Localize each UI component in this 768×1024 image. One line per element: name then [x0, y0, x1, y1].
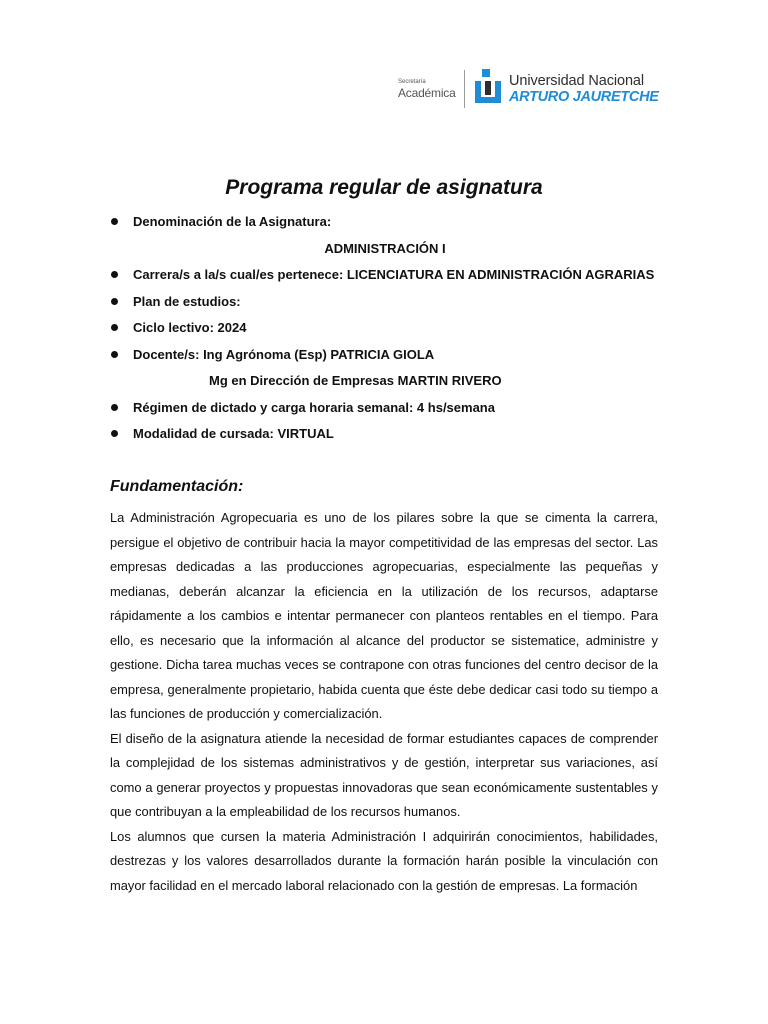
- bullet-icon: [111, 298, 118, 305]
- list-item-text: Carrera/s a la/s cual/es pertenece: LICENCIATURA EN ADMINISTRACIÓN AGRARIAS: [133, 267, 655, 282]
- paragraph: La Administración Agropecuaria es uno de los pilares sobre la que se cimenta la carrera, persigue el objetivo de contribuir hacia la mayor competitividad de las empresas del sector. Las empresas dedicadas a las producciones agropecuarias, especialmente las pequeñas y medianas, deberán alcanzar la eficiencia en la utilización de los recursos, adaptarse rápidamente a los cambios e intentar permanecer con planteos rentables en el tiempo. Para ello, es necesario que la información al alcance del productor se sistematice, administre y gestione. Dicha tarea muchas veces se contrapone con otras funciones del centro decisor de la empresa, generalmente propietario, habida cuenta que éste debe dedicar casi todo su tiempo a las funciones de producción y comercialización.: [110, 510, 658, 721]
- university-name: [509, 73, 659, 106]
- course-info-list: [110, 209, 660, 448]
- academica-label: Académica: [398, 86, 456, 100]
- list-item: [110, 395, 660, 422]
- list-item-text: Docente/s: Ing Agrónoma (Esp) PATRICIA GIOLA: [133, 346, 435, 362]
- logo-divider: [464, 70, 465, 108]
- bullet-icon: [111, 351, 118, 358]
- subject-name: [110, 236, 660, 263]
- section-heading: Fundamentación:: [110, 478, 244, 495]
- list-item: [110, 421, 660, 448]
- paragraph: El diseño de la asignatura atiende la necesidad de formar estudiantes capaces de comprender la complejidad de los sistemas administrativos y de gestión, interpretar sus variaciones, así como a generar proyectos y propuestas innovadoras que sean económicamente sustentables y que contribuyan a la empleabilidad de los recursos humanos.: [110, 730, 658, 819]
- list-item: [110, 289, 660, 316]
- unaj-logo-icon: [473, 67, 503, 111]
- list-item-text: Ciclo lectivo: 2024: [133, 320, 247, 335]
- list-item: [110, 262, 660, 289]
- list-item: [110, 342, 660, 369]
- list-item-text: Plan de estudios:: [133, 293, 241, 309]
- bullet-icon: [111, 404, 118, 411]
- bullet-icon: [111, 271, 118, 278]
- bullet-icon: [111, 430, 118, 437]
- teacher-secondary: [110, 368, 660, 395]
- university-line2: ARTURO JAURETCHE: [509, 88, 659, 105]
- list-item: [110, 209, 660, 236]
- list-item: [110, 315, 660, 342]
- bullet-icon: [111, 218, 118, 225]
- list-item-text: Mg en Dirección de Empresas MARTIN RIVERO: [209, 373, 502, 388]
- paragraph: Los alumnos que cursen la materia Administración I adquirirán conocimientos, habilidades, destrezas y los valores desarrollados durante la formación harán posible la vinculación con mayor facilidad en el mercado laboral relacionado con la gestión de empresas. La formación: [110, 828, 658, 893]
- list-item-text: Régimen de dictado y carga horaria semanal: 4 hs/semana: [133, 399, 495, 415]
- body-text: [110, 506, 658, 898]
- subject-name-text: ADMINISTRACIÓN I: [324, 240, 446, 256]
- university-line1: Universidad Nacional: [509, 72, 645, 89]
- bullet-icon: [111, 324, 118, 331]
- header-logo: [398, 64, 660, 114]
- page-title: Programa regular de asignatura: [225, 176, 543, 199]
- list-item-text: Modalidad de cursada: VIRTUAL: [133, 426, 334, 441]
- secretaria-label: Secretaría: [398, 79, 426, 85]
- list-item-text: Denominación de la Asignatura:: [133, 214, 332, 229]
- secretaria-logo: [398, 78, 460, 100]
